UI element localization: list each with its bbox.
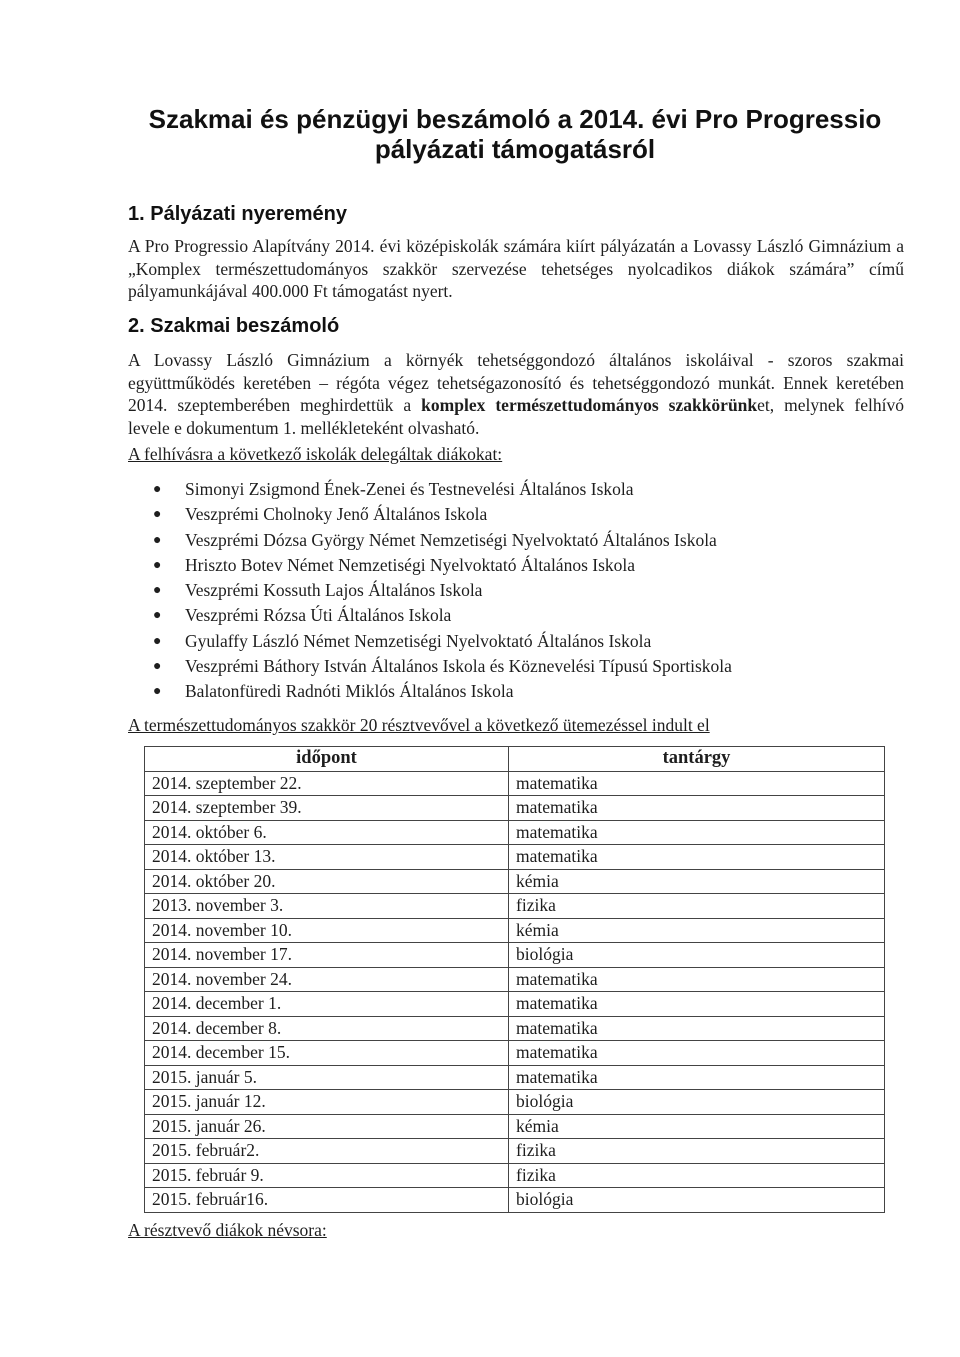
date-cell: 2014. november 10. bbox=[145, 918, 509, 943]
date-cell: 2014. október 13. bbox=[145, 845, 509, 870]
section-2-heading: 2. Szakmai beszámoló bbox=[128, 315, 340, 337]
bullet-icon: ● bbox=[153, 583, 162, 599]
date-cell: 2014. november 24. bbox=[145, 967, 509, 992]
bullet-icon: ● bbox=[153, 633, 162, 649]
subject-cell: fizika bbox=[509, 1163, 885, 1188]
section-2-text-bold: komplex természettudományos szakkörünk bbox=[421, 395, 758, 415]
table-row bbox=[145, 943, 885, 968]
date-cell: 2014. október 20. bbox=[145, 869, 509, 894]
school-name: Balatonfüredi Radnóti Miklós Általános Iskola bbox=[185, 681, 514, 702]
bullet-icon: ● bbox=[153, 507, 162, 523]
date-cell: 2015. január 5. bbox=[145, 1065, 509, 1090]
list-item bbox=[148, 654, 732, 679]
subject-cell: matematika bbox=[509, 992, 885, 1017]
table-row bbox=[145, 820, 885, 845]
list-item bbox=[148, 603, 732, 628]
date-cell: 2015. február2. bbox=[145, 1139, 509, 1164]
date-cell: 2014. december 15. bbox=[145, 1041, 509, 1066]
subject-cell: matematika bbox=[509, 1016, 885, 1041]
school-name: Veszprémi Kossuth Lajos Általános Iskola bbox=[185, 580, 483, 601]
subject-cell: kémia bbox=[509, 918, 885, 943]
table-row bbox=[145, 894, 885, 919]
list-item bbox=[148, 502, 732, 527]
table-row bbox=[145, 1188, 885, 1213]
table-row bbox=[145, 771, 885, 796]
table-row bbox=[145, 1114, 885, 1139]
subject-cell: matematika bbox=[509, 1041, 885, 1066]
bullet-icon: ● bbox=[153, 532, 162, 548]
list-item bbox=[148, 528, 732, 553]
date-cell: 2015. február16. bbox=[145, 1188, 509, 1213]
section-2-paragraph bbox=[128, 349, 904, 439]
subject-cell: matematika bbox=[509, 967, 885, 992]
table-row bbox=[145, 992, 885, 1017]
school-name: Hriszto Botev Német Nemzetiségi Nyelvoktató Általános Iskola bbox=[185, 554, 636, 575]
bullet-icon: ● bbox=[153, 557, 162, 573]
section-1-heading: 1. Pályázati nyeremény bbox=[128, 203, 348, 225]
document-title: Szakmai és pénzügyi beszámoló a 2014. évi Pro Progressio pályázati támogatásról bbox=[148, 104, 882, 164]
subject-cell: fizika bbox=[509, 894, 885, 919]
list-item bbox=[148, 679, 732, 704]
date-cell: 2015. február 9. bbox=[145, 1163, 509, 1188]
date-cell: 2014. szeptember 22. bbox=[145, 771, 509, 796]
table-row bbox=[145, 1016, 885, 1041]
subject-cell: biológia bbox=[509, 1090, 885, 1115]
table-row bbox=[145, 1139, 885, 1164]
subject-cell: matematika bbox=[509, 820, 885, 845]
bullet-icon: ● bbox=[153, 482, 162, 497]
section-1-paragraph: A Pro Progressio Alapítvány 2014. évi középiskolák számára kiírt pályázatán a Lovassy László Gimnázium a „Komplex természettudományos szakkör szervezése tehetséges nyolcadikos diákok számára” című pályamunkájával 400.000 Ft támogatást nyert. bbox=[128, 236, 904, 301]
date-cell: 2014. október 6. bbox=[145, 820, 509, 845]
date-cell: 2013. november 3. bbox=[145, 894, 509, 919]
schools-heading: A felhívásra a következő iskolák delegáltak diákokat: bbox=[128, 444, 503, 464]
bullet-icon: ● bbox=[153, 659, 162, 675]
schedule-heading: A természettudományos szakkör 20 résztvevővel a következő ütemezéssel indult el bbox=[128, 715, 710, 735]
table-row bbox=[145, 918, 885, 943]
column-header-date: időpont bbox=[145, 747, 509, 772]
school-list bbox=[148, 477, 732, 705]
school-name: Veszprémi Cholnoky Jenő Általános Iskola bbox=[185, 504, 488, 525]
table-header-row bbox=[145, 747, 885, 772]
subject-cell: fizika bbox=[509, 1139, 885, 1164]
list-item bbox=[148, 477, 732, 502]
bullet-icon: ● bbox=[153, 608, 162, 624]
bullet-icon: ● bbox=[153, 684, 162, 700]
table-row bbox=[145, 869, 885, 894]
table-row bbox=[145, 796, 885, 821]
section-2-text-before: A Lovassy László Gimnázium a környék tehetséggondozó általános iskoláival - szoros szakmai együttműködés keretében – régóta végez tehetségazonosító és tehetséggondozó munkát. Ennek keretében 2014. szeptemberében meghirdettük a bbox=[128, 350, 904, 415]
list-item bbox=[148, 629, 732, 654]
subject-cell: matematika bbox=[509, 845, 885, 870]
school-name: Gyulaffy László Német Nemzetiségi Nyelvoktató Általános Iskola bbox=[185, 630, 652, 651]
table-row bbox=[145, 1090, 885, 1115]
table-row bbox=[145, 1041, 885, 1066]
date-cell: 2014. november 17. bbox=[145, 943, 509, 968]
subject-cell: biológia bbox=[509, 943, 885, 968]
subject-cell: kémia bbox=[509, 869, 885, 894]
section-2-text-after: et, melynek felhívó levele e dokumentum 1. mellékleteként olvasható. bbox=[128, 395, 904, 438]
date-cell: 2015. január 26. bbox=[145, 1114, 509, 1139]
subject-cell: matematika bbox=[509, 1065, 885, 1090]
table-row bbox=[145, 1065, 885, 1090]
subject-cell: biológia bbox=[509, 1188, 885, 1213]
school-name: Veszprémi Dózsa György Német Nemzetiségi Nyelvoktató Általános Iskola bbox=[185, 529, 717, 550]
date-cell: 2014. december 8. bbox=[145, 1016, 509, 1041]
list-item bbox=[148, 553, 732, 578]
date-cell: 2015. január 12. bbox=[145, 1090, 509, 1115]
subject-cell: kémia bbox=[509, 1114, 885, 1139]
date-cell: 2014. december 1. bbox=[145, 992, 509, 1017]
date-cell: 2014. szeptember 39. bbox=[145, 796, 509, 821]
table-row bbox=[145, 967, 885, 992]
column-header-subject: tantárgy bbox=[509, 747, 885, 772]
participants-heading: A résztvevő diákok névsora: bbox=[128, 1220, 327, 1240]
table-row bbox=[145, 1163, 885, 1188]
school-name: Veszprémi Rózsa Úti Általános Iskola bbox=[185, 605, 452, 626]
subject-cell: matematika bbox=[509, 771, 885, 796]
school-name: Veszprémi Báthory István Általános Iskola és Köznevelési Típusú Sportiskola bbox=[185, 656, 732, 677]
schedule-table bbox=[144, 746, 885, 1213]
list-item bbox=[148, 578, 732, 603]
school-name: Simonyi Zsigmond Ének-Zenei és Testnevelési Általános Iskola bbox=[185, 479, 634, 499]
subject-cell: matematika bbox=[509, 796, 885, 821]
table-row bbox=[145, 845, 885, 870]
